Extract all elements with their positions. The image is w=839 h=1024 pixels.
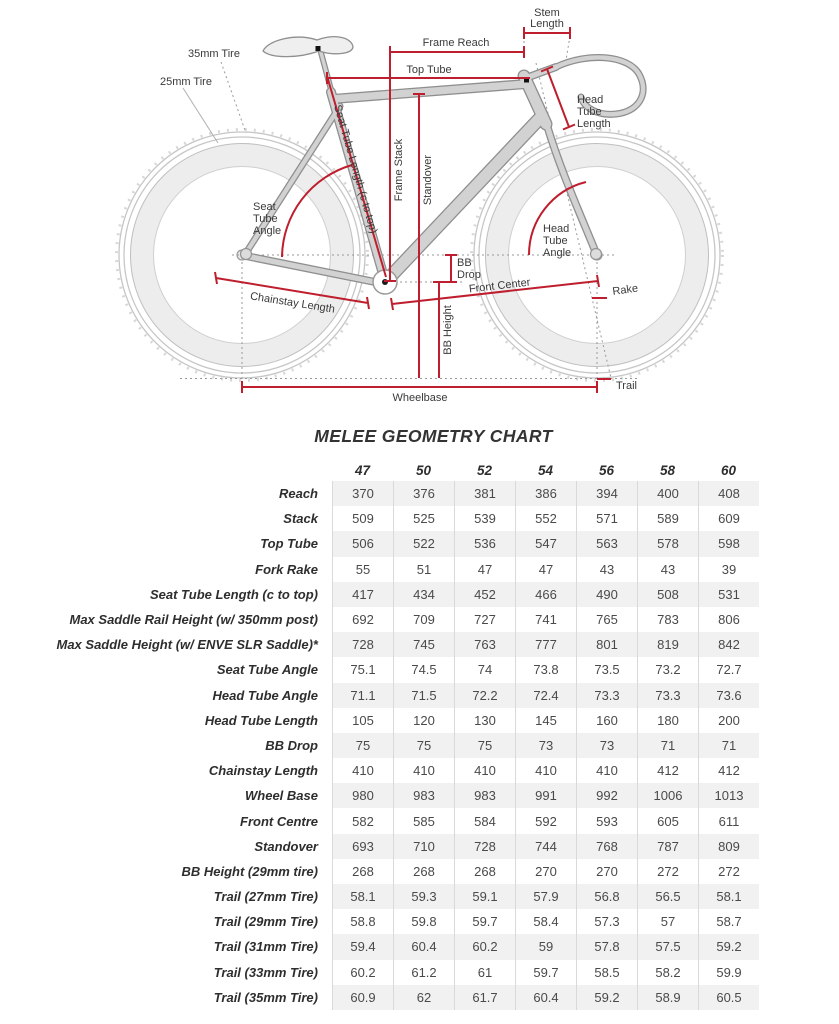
table-row [45,683,759,708]
value-cell: 74 [454,657,515,682]
value-cell: 58.7 [698,909,759,934]
value-cell: 75 [332,733,393,758]
value-cell: 120 [393,708,454,733]
frame-stack-label: Frame Stack [393,138,405,202]
value-cell: 270 [576,859,637,884]
value-cell: 983 [454,783,515,808]
value-cell: 180 [637,708,698,733]
value-cell: 992 [576,783,637,808]
value-cell: 412 [637,758,698,783]
value-cell: 61.7 [454,985,515,1010]
value-cell: 47 [515,557,576,582]
value-cell: 842 [698,632,759,657]
value-cell: 105 [332,708,393,733]
value-cell: 75 [393,733,454,758]
chainstay-length-label: Chainstay Length [249,290,336,316]
value-cell: 410 [393,758,454,783]
value-cell: 611 [698,808,759,833]
value-cell: 410 [332,758,393,783]
value-cell: 200 [698,708,759,733]
value-cell: 598 [698,531,759,556]
value-cell: 787 [637,834,698,859]
row-label: Head Tube Angle [212,687,318,703]
svg-text:Angle: Angle [543,247,572,259]
value-cell: 434 [393,582,454,607]
value-cell: 75.1 [332,657,393,682]
table-row [45,783,759,808]
value-cell: 741 [515,607,576,632]
value-cell: 412 [698,758,759,783]
seat-tube-angle-label: Seat [253,201,276,213]
row-label: BB Drop [265,737,318,753]
table-row [45,708,759,733]
value-cell: 272 [698,859,759,884]
value-cell: 75 [454,733,515,758]
value-cell: 410 [515,758,576,783]
value-cell: 73.8 [515,657,576,682]
value-cell: 58.2 [637,960,698,985]
value-cell: 819 [637,632,698,657]
value-cell: 728 [454,834,515,859]
value-cell: 59.7 [454,909,515,934]
value-cell: 58.1 [698,884,759,909]
value-cell: 57.5 [637,934,698,959]
tire25-leader-line [183,88,218,143]
head-tube-angle-label: Head [543,223,570,235]
value-cell: 60.4 [515,985,576,1010]
row-label: Chainstay Length [208,763,318,779]
value-cell: 744 [515,834,576,859]
table-row [45,960,759,985]
tire35-label: 35mm Tire [188,48,240,60]
value-cell: 58.4 [515,909,576,934]
top-tube-label: Top Tube [406,64,452,76]
value-cell: 589 [637,506,698,531]
value-cell: 71.1 [332,683,393,708]
table-row [45,834,759,859]
value-cell: 55 [332,557,393,582]
svg-text:Length: Length [530,18,564,30]
value-cell: 563 [576,531,637,556]
row-label: Front Centre [240,813,318,829]
value-cell: 809 [698,834,759,859]
front-center-label: Front Center [468,276,532,296]
table-row [45,607,759,632]
value-cell: 59 [515,934,576,959]
bb-height-label: BB Height [442,305,454,355]
bb-drop-label: BB [457,257,472,269]
value-cell: 980 [332,783,393,808]
value-cell: 60.9 [332,985,393,1010]
row-label: Standover [254,838,318,854]
table-row [45,557,759,582]
table-row [45,758,759,783]
table-row [45,985,759,1010]
value-cell: 490 [576,582,637,607]
row-label: Trail (29mm Tire) [213,914,318,930]
value-cell: 59.2 [698,934,759,959]
svg-text:Length: Length [577,118,611,130]
bb-drop-line [445,255,457,282]
value-cell: 578 [637,531,698,556]
value-cell: 58.1 [332,884,393,909]
value-cell: 386 [515,481,576,506]
value-cell: 61 [454,960,515,985]
row-label: Max Saddle Height (w/ ENVE SLR Saddle)* [56,637,318,653]
value-cell: 130 [454,708,515,733]
value-cell: 783 [637,607,698,632]
size-column-header: 56 [598,462,615,478]
value-cell: 73.3 [576,683,637,708]
size-column-header: 52 [476,462,493,478]
value-cell: 62 [393,985,454,1010]
svg-text:Tube: Tube [253,213,278,225]
row-label: Stack [283,511,318,527]
value-cell: 43 [576,557,637,582]
standover-label: Standover [422,154,434,206]
value-cell: 400 [637,481,698,506]
value-cell: 592 [515,808,576,833]
value-cell: 57.3 [576,909,637,934]
value-cell: 410 [454,758,515,783]
value-cell: 59.1 [454,884,515,909]
value-cell: 539 [454,506,515,531]
value-cell: 508 [637,582,698,607]
rake-label: Rake [611,282,639,298]
header-corner [45,459,332,481]
table-body [45,481,759,1010]
size-column-header: 54 [537,462,554,478]
value-cell: 73.5 [576,657,637,682]
stem-length-label: Stem [534,7,560,19]
value-cell: 745 [393,632,454,657]
value-cell: 525 [393,506,454,531]
size-column-header: 50 [415,462,432,478]
table-row [45,884,759,909]
value-cell: 547 [515,531,576,556]
svg-text:Tube: Tube [577,106,602,118]
row-label: Fork Rake [255,561,318,577]
value-cell: 58.9 [637,985,698,1010]
value-cell: 71 [637,733,698,758]
value-cell: 59.4 [332,934,393,959]
value-cell: 71.5 [393,683,454,708]
value-cell: 806 [698,607,759,632]
value-cell: 72.2 [454,683,515,708]
value-cell: 73 [576,733,637,758]
row-label: Seat Tube Angle [216,662,318,678]
geometry-table [45,459,759,1010]
value-cell: 536 [454,531,515,556]
value-cell: 509 [332,506,393,531]
value-cell: 531 [698,582,759,607]
value-cell: 268 [332,859,393,884]
value-cell: 727 [454,607,515,632]
svg-text:Tube: Tube [543,235,568,247]
value-cell: 59.7 [515,960,576,985]
value-cell: 582 [332,808,393,833]
value-cell: 1013 [698,783,759,808]
size-column-header: 60 [720,462,737,478]
value-cell: 417 [332,582,393,607]
value-cell: 57 [637,909,698,934]
value-cell: 60.2 [332,960,393,985]
value-cell: 376 [393,481,454,506]
row-label: Trail (33mm Tire) [213,964,318,980]
value-cell: 73.3 [637,683,698,708]
value-cell: 394 [576,481,637,506]
table-row [45,859,759,884]
value-cell: 56.5 [637,884,698,909]
value-cell: 605 [637,808,698,833]
value-cell: 57.9 [515,884,576,909]
value-cell: 60.4 [393,934,454,959]
value-cell: 56.8 [576,884,637,909]
value-cell: 58.5 [576,960,637,985]
value-cell: 983 [393,783,454,808]
value-cell: 270 [515,859,576,884]
value-cell: 57.8 [576,934,637,959]
page-title: MELEE GEOMETRY CHART [314,426,553,446]
value-cell: 710 [393,834,454,859]
saddle-reference-marker [316,46,321,51]
value-cell: 522 [393,531,454,556]
value-cell: 777 [515,632,576,657]
row-label: BB Height (29mm tire) [181,863,318,879]
head-tube-length-label: Head [577,94,604,106]
value-cell: 452 [454,582,515,607]
row-label: Wheel Base [245,788,318,804]
rear-dropout [241,249,252,260]
value-cell: 466 [515,582,576,607]
value-cell: 765 [576,607,637,632]
row-label: Reach [278,486,318,502]
value-cell: 709 [393,607,454,632]
value-cell: 1006 [637,783,698,808]
svg-text:Drop: Drop [457,269,481,281]
seat-tube-length-label: Seat Tube Length (c to top) [331,103,380,235]
value-cell: 272 [637,859,698,884]
value-cell: 59.9 [698,960,759,985]
table-row [45,934,759,959]
size-column-header: 47 [354,462,371,478]
table-row [45,632,759,657]
trail-label: Trail [616,380,637,392]
value-cell: 692 [332,607,393,632]
row-label: Head Tube Length [204,712,318,728]
value-cell: 72.7 [698,657,759,682]
row-label: Max Saddle Rail Height (w/ 350mm post) [69,612,318,628]
value-cell: 506 [332,531,393,556]
row-label: Trail (31mm Tire) [213,939,318,955]
table-row [45,506,759,531]
table-row [45,481,759,506]
value-cell: 693 [332,834,393,859]
value-cell: 39 [698,557,759,582]
value-cell: 728 [332,632,393,657]
value-cell: 43 [637,557,698,582]
table-row [45,909,759,934]
value-cell: 73.2 [637,657,698,682]
value-cell: 59.2 [576,985,637,1010]
value-cell: 47 [454,557,515,582]
saddle [263,37,353,57]
value-cell: 801 [576,632,637,657]
value-cell: 381 [454,481,515,506]
value-cell: 763 [454,632,515,657]
value-cell: 408 [698,481,759,506]
table-row [45,657,759,682]
wheelbase-label: Wheelbase [392,392,448,404]
table-row [45,582,759,607]
table-row [45,733,759,758]
svg-text:Angle: Angle [253,225,282,237]
value-cell: 60.5 [698,985,759,1010]
value-cell: 74.5 [393,657,454,682]
value-cell: 991 [515,783,576,808]
value-cell: 145 [515,708,576,733]
table-header-row [45,459,759,481]
value-cell: 61.2 [393,960,454,985]
table-row [45,808,759,833]
value-cell: 51 [393,557,454,582]
value-cell: 593 [576,808,637,833]
value-cell: 584 [454,808,515,833]
value-cell: 268 [454,859,515,884]
value-cell: 73.6 [698,683,759,708]
value-cell: 71 [698,733,759,758]
value-cell: 59.3 [393,884,454,909]
value-cell: 160 [576,708,637,733]
front-dropout [591,249,602,260]
value-cell: 268 [393,859,454,884]
value-cell: 768 [576,834,637,859]
value-cell: 370 [332,481,393,506]
row-label: Trail (27mm Tire) [213,889,318,905]
frame-reach-label: Frame Reach [422,37,490,49]
value-cell: 585 [393,808,454,833]
table-row [45,531,759,556]
value-cell: 552 [515,506,576,531]
tire35-leader-line [221,62,246,133]
row-label: Seat Tube Length (c to top) [149,586,318,602]
bike-geometry-diagram [0,0,839,420]
value-cell: 571 [576,506,637,531]
value-cell: 609 [698,506,759,531]
row-label: Trail (35mm Tire) [213,989,318,1005]
value-cell: 59.8 [393,909,454,934]
value-cell: 410 [576,758,637,783]
value-cell: 72.4 [515,683,576,708]
value-cell: 73 [515,733,576,758]
size-column-header: 58 [659,462,676,478]
tire25-label: 25mm Tire [160,76,212,88]
value-cell: 60.2 [454,934,515,959]
row-label: Top Tube [260,536,318,552]
value-cell: 58.8 [332,909,393,934]
